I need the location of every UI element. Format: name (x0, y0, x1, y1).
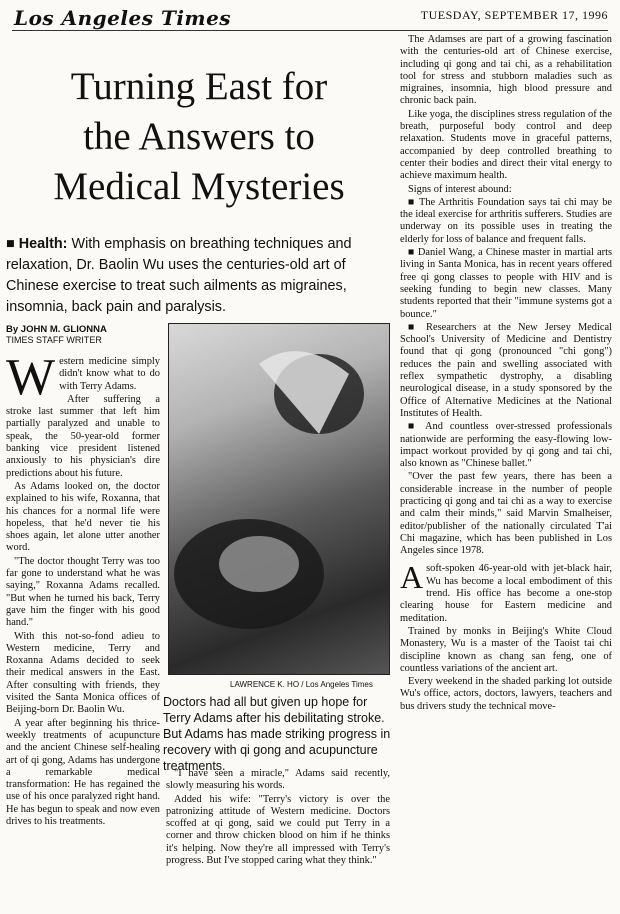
headline (14, 62, 384, 212)
dropcap: A (400, 559, 424, 596)
paragraph: ■ And countless over-stressed professionals nationwide are performing the easy-flowing low-impact workout provided by qi gong and tai chi, also known as "Chinese ballet." (400, 421, 612, 470)
article-column-1 (6, 349, 160, 829)
article-column-3 (400, 34, 612, 714)
deck-text: With emphasis on breathing techniques and relaxation, Dr. Baolin Wu uses the centuries-old art of Chinese exercise to treat such ailments as migraines, insomnia, back pain and paralysis. (6, 236, 352, 315)
paragraph: Like yoga, the disciplines stress regulation of the breath, purposeful body control and deep relaxation. Students move in graceful patterns, accompanied by deep controlled breathing to center their bodies and direct their vital energy to achieve maximum health. (400, 108, 612, 182)
masthead-rule (12, 30, 608, 31)
article-photo (168, 323, 390, 675)
dateline: TUESDAY, SEPTEMBER 17, 1996 (420, 8, 608, 22)
article-column-2 (166, 768, 390, 868)
paragraph: With this not-so-fond adieu to Western medicine, Terry and Roxanna Adams decided to seek their medical answers in the East. After consulting with friends, they visited the Santa Monica offices of Beijing-born Dr. Baolin Wu. (6, 630, 160, 716)
paragraph: "Over the past few years, there has been a considerable increase in the number of people practicing qi gong and tai chi as a way to exercise and calm their minds," said Marvin Smalheiser, editor/publisher of the nationally circulated T'ai Chi magazine, which has been published in Los Angeles since 1978. (400, 471, 612, 557)
headline-line: Turning East for (70, 65, 328, 108)
paragraph: The Adamses are part of a growing fascination with the centuries-old art of Chinese exercise, including qi gong and tai chi, as a rehabilitation tool for stress and stubborn maladies such as migraines, insomnia, high blood pressure and chronic back pain. (400, 34, 612, 107)
paragraph: After suffering a stroke last summer that left him partially paralyzed and unable to speak, the 50-year-old former banking vice president listened anxiously to his physician's dire predictions about his future. (6, 393, 160, 479)
deck-label: ■ Health: (6, 236, 68, 252)
headline-line: the Answers to (83, 115, 315, 158)
photo-credit: LAWRENCE K. HO / Los Angeles Times (230, 680, 373, 689)
paragraph: Trained by monks in Beijing's White Cloud Monastery, Wu is a master of the Taoist tai chi discipline known as chang san feng, one of countless variations of the ancient art. (400, 625, 612, 674)
dropcap: W (6, 349, 56, 406)
byline-title: TIMES STAFF WRITER (6, 335, 102, 345)
paragraph: As Adams looked on, the doctor explained to his wife, Roxanna, that his chances for a normal life were hopeless, that he'd never tie his shoes again, let alone utter another word. (6, 480, 160, 554)
byline-name: By JOHN M. GLIONNA (6, 324, 107, 335)
paragraph: "I have seen a miracle," Adams said recently, slowly measuring his words. (166, 768, 390, 792)
byline (6, 324, 107, 346)
paragraph: ■ Daniel Wang, a Chinese master in martial arts living in Santa Monica, has in recent years offered free qi gong classes to people with HIV and is seeking funding to begin new classes. Many students reported that their "immune systems got a bounce." (400, 247, 612, 320)
section-lead-paragraph: Asoft-spoken 46-year-old with jet-black hair, Wu has become a local embodiment of this trend. His office has become a one-stop clearing house for Eastern medicine and meditation. (400, 559, 612, 624)
photo-illustration (169, 324, 389, 674)
lead-paragraph: Western medicine simply didn't know what to do with Terry Adams. (6, 349, 160, 406)
headline-line: Medical Mysteries (53, 165, 345, 208)
paragraph: Signs of interest abound: (408, 183, 512, 195)
paragraph: ■ The Arthritis Foundation says tai chi may be the ideal exercise for arthritis sufferers. Studies are underway on its possible uses in treating the elderly for loss of balance and frequent falls. (400, 196, 612, 245)
paragraph: Every weekend in the shaded parking lot outside Wu's office, actors, doctors, lawyers, teachers and bus drivers study the technical move- (400, 676, 612, 712)
paragraph: ■ Researchers at the New Jersey Medical School's University of Medicine and Dentistry found that qi gong (pronounced "chi gong") reduces the pain and swelling associated with reflex sympathetic dystrophy, a disabling neurological disease, in a study sponsored by the Office of Alternative Medicines at the National Institutes of Health. (400, 321, 612, 419)
paragraph: A year after beginning his thrice-weekly treatments of acupuncture and the ancient Chinese self-healing art of qi gong, Adams has undergone a remarkable medical transformation: He has regained the use of his once paralyzed right hand. He has begun to speak and now even drives to his treatments. (6, 717, 160, 827)
paragraph: Added his wife: "Terry's victory is over the patronizing attitude of Western medicine. Doctors scoffed at qi gong, said we could put Terry in a corner and throw chicken blood on him if he thinks it's helping. Now they're all impressed with Terry's progress. But I've stopped caring what they think." (166, 793, 390, 867)
paragraph: "The doctor thought Terry was too far gone to understand what he was saying," Roxanna Adams recalled. "But when he turned his back, Terry gave him the finger with his good hand." (6, 555, 160, 629)
photo-caption: Doctors had all but given up hope for Terry Adams after his debilitating stroke. But Adams has made striking progress in recovery with qi gong and acupuncture treatments. (163, 695, 391, 773)
masthead: Los Angeles Times (14, 6, 232, 30)
deck (6, 234, 386, 318)
